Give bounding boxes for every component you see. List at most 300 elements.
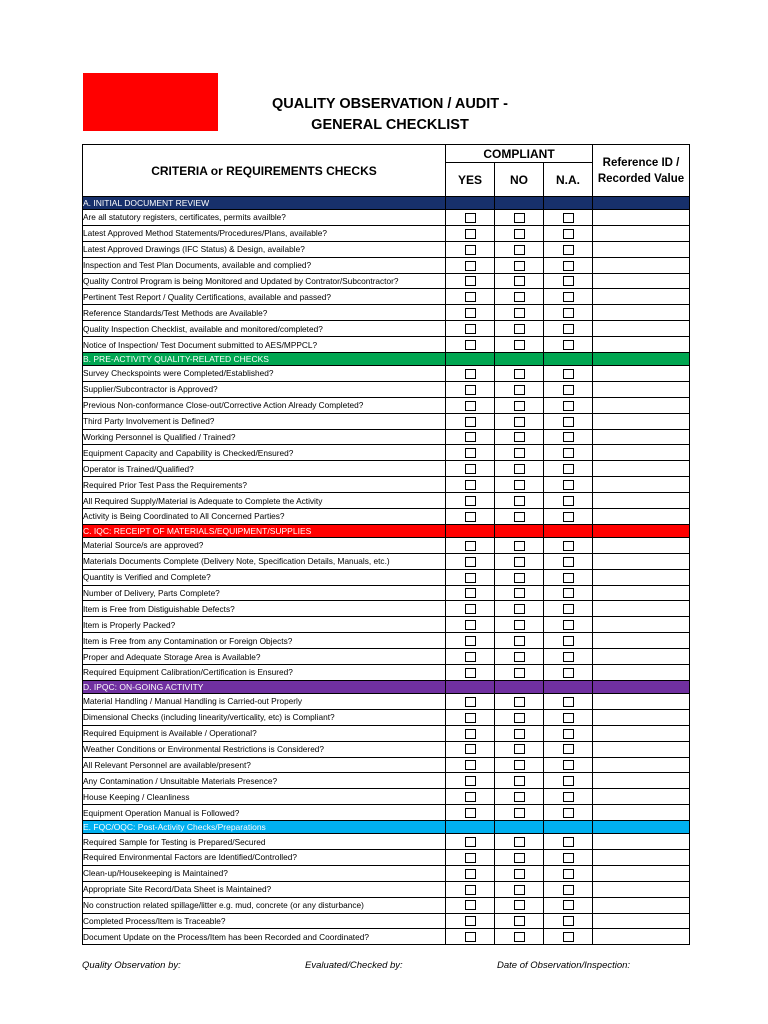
na-cell: [544, 397, 593, 413]
na-checkbox[interactable]: [563, 916, 574, 926]
no-cell: [495, 865, 544, 881]
criteria-text: Activity is Being Coordinated to All Concerned Parties?: [83, 509, 446, 525]
na-cell: [544, 757, 593, 773]
yes-checkbox[interactable]: [465, 792, 476, 802]
no-checkbox[interactable]: [514, 464, 525, 474]
yes-checkbox[interactable]: [465, 417, 476, 427]
yes-checkbox[interactable]: [465, 776, 476, 786]
na-cell: [544, 881, 593, 897]
checklist-row: [83, 289, 690, 305]
yes-checkbox[interactable]: [465, 573, 476, 583]
yes-checkbox[interactable]: [465, 541, 476, 551]
na-checkbox[interactable]: [563, 588, 574, 598]
criteria-text: Inspection and Test Plan Documents, available and complied?: [83, 257, 446, 273]
no-checkbox[interactable]: [514, 697, 525, 707]
na-cell: [544, 617, 593, 633]
checked-by-label: Evaluated/Checked by:: [305, 960, 403, 971]
na-cell: [544, 913, 593, 929]
reference-value-cell[interactable]: [593, 617, 690, 633]
yes-checkbox[interactable]: [465, 480, 476, 490]
no-checkbox[interactable]: [514, 869, 525, 879]
no-cell: [495, 633, 544, 649]
yes-checkbox[interactable]: [465, 292, 476, 302]
yes-checkbox[interactable]: [465, 385, 476, 395]
reference-value-cell[interactable]: [593, 273, 690, 289]
yes-checkbox[interactable]: [465, 588, 476, 598]
na-checkbox[interactable]: [563, 853, 574, 863]
section-fill-cell: [593, 524, 690, 537]
reference-value-cell[interactable]: [593, 321, 690, 337]
yes-cell: [446, 849, 495, 865]
no-checkbox[interactable]: [514, 229, 525, 239]
yes-cell: [446, 693, 495, 709]
reference-value-cell[interactable]: [593, 665, 690, 681]
yes-cell: [446, 366, 495, 382]
yes-checkbox[interactable]: [465, 261, 476, 271]
no-cell: [495, 897, 544, 913]
reference-value-cell[interactable]: [593, 289, 690, 305]
na-checkbox[interactable]: [563, 837, 574, 847]
reference-value-cell[interactable]: [593, 241, 690, 257]
section-fill-cell: [495, 680, 544, 693]
section-fill-cell: [544, 680, 593, 693]
yes-cell: [446, 553, 495, 569]
yes-cell: [446, 585, 495, 601]
yes-checkbox[interactable]: [465, 760, 476, 770]
no-cell: [495, 773, 544, 789]
yes-column-header: YES: [446, 163, 495, 197]
checklist-row: [83, 849, 690, 865]
no-checkbox[interactable]: [514, 245, 525, 255]
yes-checkbox[interactable]: [465, 668, 476, 678]
na-checkbox[interactable]: [563, 448, 574, 458]
yes-checkbox[interactable]: [465, 308, 476, 318]
no-checkbox[interactable]: [514, 369, 525, 379]
na-cell: [544, 789, 593, 805]
na-checkbox[interactable]: [563, 744, 574, 754]
no-checkbox[interactable]: [514, 652, 525, 662]
yes-cell: [446, 601, 495, 617]
no-checkbox[interactable]: [514, 276, 525, 286]
section-fill-cell: [544, 524, 593, 537]
section-fill-cell: [593, 197, 690, 210]
na-checkbox[interactable]: [563, 652, 574, 662]
yes-checkbox[interactable]: [465, 744, 476, 754]
reference-value-cell[interactable]: [593, 477, 690, 493]
checklist-row: [83, 773, 690, 789]
criteria-text: Completed Process/Item is Traceable?: [83, 913, 446, 929]
yes-checkbox[interactable]: [465, 229, 476, 239]
no-cell: [495, 241, 544, 257]
yes-checkbox[interactable]: [465, 697, 476, 707]
criteria-text: Item is Properly Packed?: [83, 617, 446, 633]
section-fill-cell: [593, 821, 690, 834]
section-fill-cell: [446, 821, 495, 834]
no-checkbox[interactable]: [514, 512, 525, 522]
no-cell: [495, 553, 544, 569]
reference-value-cell[interactable]: [593, 366, 690, 382]
criteria-text: Survey Checkspoints were Completed/Established?: [83, 366, 446, 382]
checklist-row: [83, 617, 690, 633]
na-checkbox[interactable]: [563, 401, 574, 411]
yes-checkbox[interactable]: [465, 604, 476, 614]
reference-value-cell[interactable]: [593, 725, 690, 741]
no-checkbox[interactable]: [514, 916, 525, 926]
yes-cell: [446, 865, 495, 881]
no-cell: [495, 509, 544, 525]
no-checkbox[interactable]: [514, 932, 525, 942]
reference-value-cell[interactable]: [593, 834, 690, 850]
section-fill-cell: [446, 680, 495, 693]
no-cell: [495, 665, 544, 681]
yes-checkbox[interactable]: [465, 464, 476, 474]
na-checkbox[interactable]: [563, 245, 574, 255]
checklist-row: [83, 493, 690, 509]
checklist-row: [83, 337, 690, 353]
na-checkbox[interactable]: [563, 760, 574, 770]
yes-cell: [446, 429, 495, 445]
yes-checkbox[interactable]: [465, 853, 476, 863]
reference-header-line-1: Reference ID /: [602, 156, 680, 169]
na-checkbox[interactable]: [563, 869, 574, 879]
no-checkbox[interactable]: [514, 744, 525, 754]
reference-value-cell[interactable]: [593, 210, 690, 226]
yes-cell: [446, 649, 495, 665]
no-checkbox[interactable]: [514, 557, 525, 567]
no-checkbox[interactable]: [514, 261, 525, 271]
na-checkbox[interactable]: [563, 213, 574, 223]
checklist-row: [83, 805, 690, 821]
criteria-text: Notice of Inspection/ Test Document submitted to AES/MPPCL?: [83, 337, 446, 353]
yes-cell: [446, 257, 495, 273]
yes-checkbox[interactable]: [465, 213, 476, 223]
reference-value-cell[interactable]: [593, 897, 690, 913]
no-checkbox[interactable]: [514, 620, 525, 630]
no-checkbox[interactable]: [514, 837, 525, 847]
checklist-row: [83, 741, 690, 757]
reference-value-cell[interactable]: [593, 553, 690, 569]
no-cell: [495, 601, 544, 617]
yes-checkbox[interactable]: [465, 729, 476, 739]
observed-by-label: Quality Observation by:: [82, 960, 181, 971]
no-cell: [495, 273, 544, 289]
na-checkbox[interactable]: [563, 541, 574, 551]
yes-cell: [446, 834, 495, 850]
na-checkbox[interactable]: [563, 808, 574, 818]
checklist-row: [83, 413, 690, 429]
na-checkbox[interactable]: [563, 276, 574, 286]
yes-checkbox[interactable]: [465, 808, 476, 818]
na-checkbox[interactable]: [563, 324, 574, 334]
na-cell: [544, 929, 593, 945]
na-checkbox[interactable]: [563, 792, 574, 802]
yes-cell: [446, 273, 495, 289]
na-checkbox[interactable]: [563, 229, 574, 239]
na-cell: [544, 337, 593, 353]
criteria-text: Required Environmental Factors are Identified/Controlled?: [83, 849, 446, 865]
checklist-row: [83, 585, 690, 601]
yes-checkbox[interactable]: [465, 276, 476, 286]
na-checkbox[interactable]: [563, 776, 574, 786]
na-checkbox[interactable]: [563, 496, 574, 506]
na-checkbox[interactable]: [563, 557, 574, 567]
yes-checkbox[interactable]: [465, 885, 476, 895]
criteria-text: Material Source/s are approved?: [83, 537, 446, 553]
reference-value-cell[interactable]: [593, 509, 690, 525]
yes-checkbox[interactable]: [465, 496, 476, 506]
na-cell: [544, 509, 593, 525]
yes-checkbox[interactable]: [465, 652, 476, 662]
reference-value-cell[interactable]: [593, 709, 690, 725]
no-checkbox[interactable]: [514, 729, 525, 739]
reference-value-cell[interactable]: [593, 741, 690, 757]
na-cell: [544, 725, 593, 741]
na-checkbox[interactable]: [563, 292, 574, 302]
checklist-row: [83, 273, 690, 289]
reference-value-cell[interactable]: [593, 881, 690, 897]
section-label: A. INITIAL DOCUMENT REVIEW: [83, 197, 446, 210]
no-checkbox[interactable]: [514, 432, 525, 442]
reference-value-cell[interactable]: [593, 381, 690, 397]
na-cell: [544, 805, 593, 821]
yes-cell: [446, 665, 495, 681]
no-checkbox[interactable]: [514, 604, 525, 614]
no-checkbox[interactable]: [514, 900, 525, 910]
criteria-text: Quality Control Program is being Monitored and Updated by Contrator/Subcontractor?: [83, 273, 446, 289]
no-cell: [495, 461, 544, 477]
yes-checkbox[interactable]: [465, 245, 476, 255]
checklist-row: [83, 649, 690, 665]
yes-cell: [446, 805, 495, 821]
no-checkbox[interactable]: [514, 853, 525, 863]
yes-checkbox[interactable]: [465, 916, 476, 926]
reference-value-cell[interactable]: [593, 913, 690, 929]
yes-checkbox[interactable]: [465, 512, 476, 522]
no-checkbox[interactable]: [514, 324, 525, 334]
no-checkbox[interactable]: [514, 776, 525, 786]
yes-checkbox[interactable]: [465, 401, 476, 411]
na-checkbox[interactable]: [563, 432, 574, 442]
checklist-row: [83, 321, 690, 337]
na-cell: [544, 773, 593, 789]
yes-checkbox[interactable]: [465, 636, 476, 646]
criteria-text: Equipment Operation Manual is Followed?: [83, 805, 446, 821]
reference-value-cell[interactable]: [593, 633, 690, 649]
checklist-row: [83, 789, 690, 805]
reference-value-cell[interactable]: [593, 305, 690, 321]
na-cell: [544, 585, 593, 601]
checklist-row: [83, 241, 690, 257]
yes-cell: [446, 757, 495, 773]
na-checkbox[interactable]: [563, 620, 574, 630]
criteria-text: Latest Approved Method Statements/Procedures/Plans, available?: [83, 225, 446, 241]
no-checkbox[interactable]: [514, 636, 525, 646]
reference-value-cell[interactable]: [593, 537, 690, 553]
no-checkbox[interactable]: [514, 401, 525, 411]
yes-checkbox[interactable]: [465, 557, 476, 567]
na-checkbox[interactable]: [563, 668, 574, 678]
reference-value-cell[interactable]: [593, 257, 690, 273]
na-cell: [544, 289, 593, 305]
reference-value-cell[interactable]: [593, 773, 690, 789]
yes-cell: [446, 725, 495, 741]
no-checkbox[interactable]: [514, 588, 525, 598]
na-cell: [544, 537, 593, 553]
na-cell: [544, 569, 593, 585]
no-checkbox[interactable]: [514, 573, 525, 583]
yes-checkbox[interactable]: [465, 713, 476, 723]
na-checkbox[interactable]: [563, 900, 574, 910]
no-checkbox[interactable]: [514, 792, 525, 802]
na-checkbox[interactable]: [563, 369, 574, 379]
reference-header-line-2: Recorded Value: [597, 172, 685, 185]
yes-cell: [446, 461, 495, 477]
na-cell: [544, 241, 593, 257]
reference-value-cell[interactable]: [593, 413, 690, 429]
yes-checkbox[interactable]: [465, 324, 476, 334]
no-checkbox[interactable]: [514, 541, 525, 551]
reference-value-cell[interactable]: [593, 225, 690, 241]
criteria-text: All Required Supply/Material is Adequate to Complete the Activity: [83, 493, 446, 509]
no-checkbox[interactable]: [514, 496, 525, 506]
na-cell: [544, 601, 593, 617]
no-cell: [495, 649, 544, 665]
reference-value-cell[interactable]: [593, 397, 690, 413]
yes-cell: [446, 881, 495, 897]
criteria-text: Required Equipment Calibration/Certification is Ensured?: [83, 665, 446, 681]
compliant-header: COMPLIANT: [446, 145, 593, 163]
na-checkbox[interactable]: [563, 697, 574, 707]
yes-checkbox[interactable]: [465, 340, 476, 350]
no-checkbox[interactable]: [514, 713, 525, 723]
checklist-row: [83, 509, 690, 525]
reference-value-cell[interactable]: [593, 601, 690, 617]
yes-checkbox[interactable]: [465, 448, 476, 458]
yes-checkbox[interactable]: [465, 369, 476, 379]
na-checkbox[interactable]: [563, 713, 574, 723]
na-checkbox[interactable]: [563, 636, 574, 646]
checklist-row: [83, 693, 690, 709]
na-checkbox[interactable]: [563, 261, 574, 271]
yes-cell: [446, 225, 495, 241]
na-checkbox[interactable]: [563, 385, 574, 395]
no-checkbox[interactable]: [514, 340, 525, 350]
no-checkbox[interactable]: [514, 292, 525, 302]
no-cell: [495, 477, 544, 493]
checklist-row: [83, 665, 690, 681]
yes-cell: [446, 741, 495, 757]
no-cell: [495, 337, 544, 353]
na-cell: [544, 633, 593, 649]
na-cell: [544, 649, 593, 665]
na-checkbox[interactable]: [563, 604, 574, 614]
no-checkbox[interactable]: [514, 213, 525, 223]
reference-value-cell[interactable]: [593, 849, 690, 865]
reference-value-cell[interactable]: [593, 865, 690, 881]
yes-checkbox[interactable]: [465, 432, 476, 442]
section-header-row: [83, 680, 690, 693]
reference-value-cell[interactable]: [593, 757, 690, 773]
reference-value-cell[interactable]: [593, 929, 690, 945]
no-cell: [495, 881, 544, 897]
no-cell: [495, 569, 544, 585]
no-checkbox[interactable]: [514, 448, 525, 458]
criteria-text: Operator is Trained/Qualified?: [83, 461, 446, 477]
reference-value-cell[interactable]: [593, 461, 690, 477]
checklist-row: [83, 601, 690, 617]
yes-cell: [446, 537, 495, 553]
no-cell: [495, 225, 544, 241]
no-cell: [495, 397, 544, 413]
na-checkbox[interactable]: [563, 573, 574, 583]
reference-value-cell[interactable]: [593, 429, 690, 445]
criteria-text: Proper and Adequate Storage Area is Available?: [83, 649, 446, 665]
reference-value-cell[interactable]: [593, 337, 690, 353]
reference-value-cell[interactable]: [593, 569, 690, 585]
reference-value-cell[interactable]: [593, 789, 690, 805]
na-cell: [544, 849, 593, 865]
no-checkbox[interactable]: [514, 385, 525, 395]
no-cell: [495, 537, 544, 553]
checklist-row: [83, 569, 690, 585]
na-cell: [544, 693, 593, 709]
yes-checkbox[interactable]: [465, 869, 476, 879]
section-fill-cell: [446, 524, 495, 537]
no-checkbox[interactable]: [514, 808, 525, 818]
criteria-text: Required Sample for Testing is Prepared/Secured: [83, 834, 446, 850]
criteria-column-header: CRITERIA or REQUIREMENTS CHECKS: [83, 145, 446, 197]
section-fill-cell: [544, 197, 593, 210]
company-logo-block: [83, 73, 218, 131]
no-checkbox[interactable]: [514, 885, 525, 895]
yes-checkbox[interactable]: [465, 900, 476, 910]
na-checkbox[interactable]: [563, 512, 574, 522]
na-checkbox[interactable]: [563, 308, 574, 318]
reference-value-cell[interactable]: [593, 585, 690, 601]
na-column-header: N.A.: [544, 163, 593, 197]
na-checkbox[interactable]: [563, 932, 574, 942]
no-cell: [495, 709, 544, 725]
no-checkbox[interactable]: [514, 668, 525, 678]
yes-checkbox[interactable]: [465, 837, 476, 847]
no-checkbox[interactable]: [514, 480, 525, 490]
reference-value-cell[interactable]: [593, 649, 690, 665]
checklist-row: [83, 913, 690, 929]
na-checkbox[interactable]: [563, 464, 574, 474]
na-checkbox[interactable]: [563, 729, 574, 739]
reference-value-cell[interactable]: [593, 693, 690, 709]
na-checkbox[interactable]: [563, 340, 574, 350]
checklist-row: [83, 633, 690, 649]
na-checkbox[interactable]: [563, 885, 574, 895]
reference-value-cell[interactable]: [593, 445, 690, 461]
checklist-row: [83, 725, 690, 741]
no-cell: [495, 585, 544, 601]
no-checkbox[interactable]: [514, 760, 525, 770]
section-label: D. IPQC: ON-GOING ACTIVITY: [83, 680, 446, 693]
no-checkbox[interactable]: [514, 308, 525, 318]
yes-cell: [446, 633, 495, 649]
yes-checkbox[interactable]: [465, 932, 476, 942]
checklist-row: [83, 445, 690, 461]
reference-value-cell[interactable]: [593, 493, 690, 509]
na-cell: [544, 834, 593, 850]
na-checkbox[interactable]: [563, 417, 574, 427]
reference-value-cell[interactable]: [593, 805, 690, 821]
no-checkbox[interactable]: [514, 417, 525, 427]
na-checkbox[interactable]: [563, 480, 574, 490]
yes-checkbox[interactable]: [465, 620, 476, 630]
